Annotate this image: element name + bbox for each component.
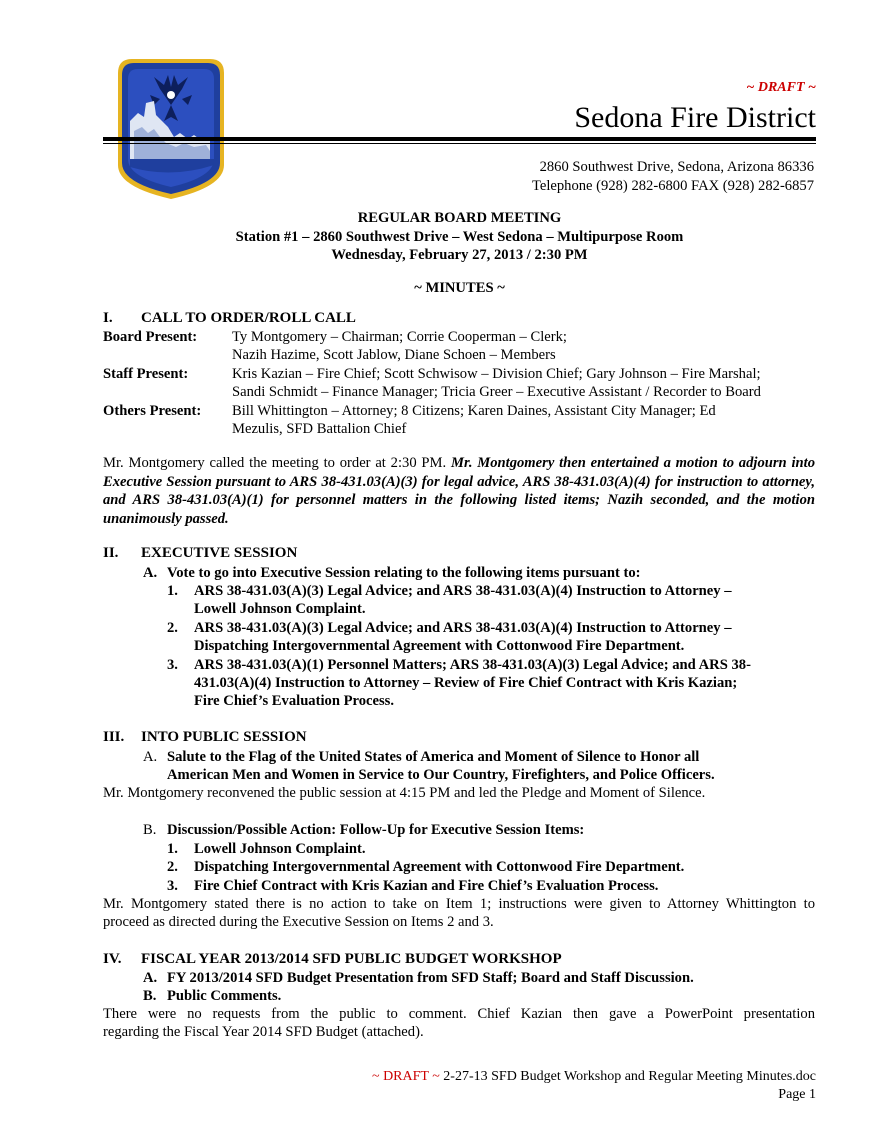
item-text: Vote to go into Executive Session relating to the following items pursuant to:: [167, 565, 641, 581]
phone: Telephone (928) 282-6800 FAX (928) 282-6857: [531, 178, 814, 194]
follow-up-paragraph-line: Mr. Montgomery stated there is no action to take on Item 1; instructions were given to Attorney Whittington to: [103, 896, 815, 912]
item-letter: A.: [143, 970, 158, 986]
sub-item-line: Lowell Johnson Complaint.: [194, 841, 366, 857]
sub-item-number: 1.: [167, 841, 178, 857]
agenda-item-a: [143, 969, 694, 988]
section-title: EXECUTIVE SESSION: [141, 545, 298, 561]
section-heading-1: [103, 309, 356, 328]
minutes-label: ~ MINUTES ~: [414, 280, 505, 296]
section-number: II.: [103, 545, 119, 561]
sub-item-line: 431.03(A)(4) Instruction to Attorney – Review of Fire Chief Contract with Kris Kazian;: [194, 675, 738, 691]
agenda-item-a: [143, 564, 640, 583]
footer-filename: [372, 1068, 816, 1086]
header-rule: [103, 137, 816, 141]
others-present-line: Bill Whittington – Attorney; 8 Citizens; Karen Daines, Assistant City Manager; Ed: [232, 403, 716, 419]
item-text: Public Comments.: [167, 988, 282, 1004]
sedona-fire-district-logo: [110, 55, 232, 203]
item-letter: B.: [143, 822, 157, 838]
section-title: INTO PUBLIC SESSION: [141, 729, 307, 745]
item-letter: A.: [143, 749, 158, 765]
board-present-label: Board Present:: [103, 329, 198, 345]
reconvene-paragraph: Mr. Montgomery reconvened the public session at 4:15 PM and led the Pledge and Moment of Silence.: [103, 785, 706, 801]
organization-name: Sedona Fire District: [574, 101, 816, 134]
staff-present-label: Staff Present:: [103, 366, 189, 382]
budget-paragraph-line: There were no requests from the public to comment. Chief Kazian then gave a PowerPoint presentation: [103, 1006, 815, 1022]
others-present-line: Mezulis, SFD Battalion Chief: [232, 421, 407, 437]
agenda-item-line: Salute to the Flag of the United States of America and Moment of Silence to Honor all: [167, 749, 700, 765]
agenda-item-line: Discussion/Possible Action: Follow-Up for Executive Session Items:: [167, 822, 585, 838]
section-heading-4: [103, 950, 562, 969]
sub-item-number: 3.: [167, 878, 178, 894]
section-number: III.: [103, 729, 125, 745]
item-text: FY 2013/2014 SFD Budget Presentation from SFD Staff; Board and Staff Discussion.: [167, 970, 694, 986]
draft-tag: ~ DRAFT ~: [746, 80, 816, 95]
motion-text: Mr. Montgomery then entertained a motion to adjourn into Executive Session pursuant to ARS 38-431.03(A)(3) for legal advice, ARS 38-431.03(A)(4) for instruction to attorney, and ARS 38-431.03(A)(1) for personnel matters in the following listed items; Nazih seconded, and the motion unanimously passed.: [103, 455, 815, 527]
address: 2860 Southwest Drive, Sedona, Arizona 86336: [539, 159, 814, 175]
section-title: FISCAL YEAR 2013/2014 SFD PUBLIC BUDGET WORKSHOP: [141, 951, 562, 967]
sub-item-number: 2.: [167, 620, 178, 636]
sub-item-line: Fire Chief’s Evaluation Process.: [194, 693, 394, 709]
sub-item-line: Dispatching Intergovernmental Agreement with Cottonwood Fire Department.: [194, 638, 685, 654]
sub-item-line: ARS 38-431.03(A)(3) Legal Advice; and ARS 38-431.03(A)(4) Instruction to Attorney –: [194, 583, 732, 599]
section-number: IV.: [103, 951, 122, 967]
item-letter: B.: [143, 988, 157, 1004]
paragraph-text: Mr. Montgomery called the meeting to order at 2:30 PM.: [103, 455, 451, 471]
call-to-order-paragraph: [103, 454, 815, 528]
sub-item-line: Lowell Johnson Complaint.: [194, 601, 366, 617]
section-heading-2: [103, 544, 297, 563]
sub-item-number: 2.: [167, 859, 178, 875]
meeting-title: REGULAR BOARD MEETING: [357, 210, 562, 226]
agenda-item-b: [143, 987, 281, 1006]
item-letter: A.: [143, 565, 158, 581]
sub-item-line: Fire Chief Contract with Kris Kazian and Fire Chief’s Evaluation Process.: [194, 878, 659, 894]
sub-item-line: Dispatching Intergovernmental Agreement with Cottonwood Fire Department.: [194, 859, 685, 875]
sub-item-line: ARS 38-431.03(A)(3) Legal Advice; and ARS 38-431.03(A)(4) Instruction to Attorney –: [194, 620, 732, 636]
footer-draft: ~ DRAFT ~: [372, 1069, 440, 1084]
sub-item-number: 3.: [167, 657, 178, 673]
others-present-label: Others Present:: [103, 403, 202, 419]
follow-up-paragraph-line: proceed as directed during the Executive Session on Items 2 and 3.: [103, 914, 494, 930]
footer-file: 2-27-13 SFD Budget Workshop and Regular Meeting Minutes.doc: [439, 1069, 816, 1084]
staff-present-line: Kris Kazian – Fire Chief; Scott Schwisow – Division Chief; Gary Johnson – Fire Marshal;: [232, 366, 761, 382]
sub-item-number: 1.: [167, 583, 178, 599]
staff-present-line: Sandi Schmidt – Finance Manager; Tricia Greer – Executive Assistant / Recorder to Board: [232, 384, 761, 400]
section-title: CALL TO ORDER/ROLL CALL: [141, 310, 356, 326]
agenda-item-line: American Men and Women in Service to Our Country, Firefighters, and Police Officers.: [167, 767, 715, 783]
header-rule-thin: [103, 143, 816, 144]
board-present-line: Nazih Hazime, Scott Jablow, Diane Schoen – Members: [232, 347, 556, 363]
meeting-date: Wednesday, February 27, 2013 / 2:30 PM: [331, 247, 588, 263]
section-heading-3: [103, 728, 307, 747]
meeting-location: Station #1 – 2860 Southwest Drive – West Sedona – Multipurpose Room: [235, 229, 684, 245]
section-number: I.: [103, 310, 113, 326]
budget-paragraph-line: regarding the Fiscal Year 2014 SFD Budget (attached).: [103, 1024, 424, 1040]
board-present-line: Ty Montgomery – Chairman; Corrie Cooperman – Clerk;: [232, 329, 567, 345]
page-number: Page 1: [778, 1087, 816, 1102]
sub-item-line: ARS 38-431.03(A)(1) Personnel Matters; ARS 38-431.03(A)(3) Legal Advice; and ARS 38-: [194, 657, 751, 673]
